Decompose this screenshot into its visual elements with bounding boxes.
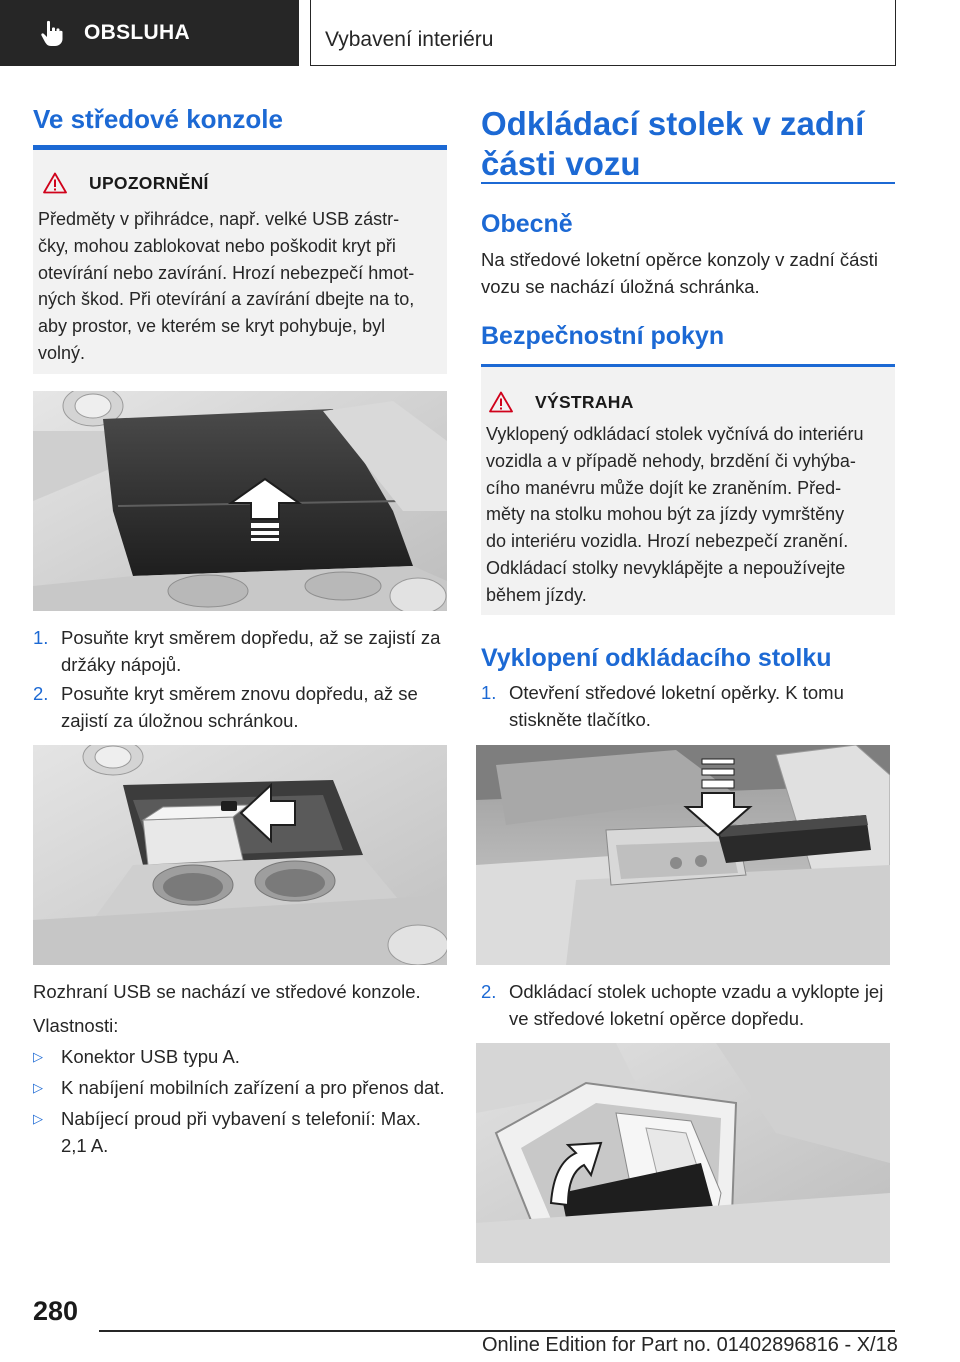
step-line: Posuňte kryt směrem znovu dopředu, až se <box>61 683 418 704</box>
warning-line: do interiéru vozidla. Hrozí nebezpečí zranění. <box>486 531 849 552</box>
bullet-triangle-icon: ▷ <box>33 1049 43 1064</box>
section-label: Vybavení interiéru <box>325 28 494 51</box>
step-line: ve středové loketní opěrce dopředu. <box>509 1008 805 1029</box>
text-line: Na středové loketní opěrce konzoly v zadní části <box>481 249 878 270</box>
safety-heading: Bezpečnostní pokyn <box>481 322 725 350</box>
edition-text: Online Edition for Part no. 01402896816 - X/18 <box>482 1334 898 1356</box>
warning-line: Odkládací stolky nevyklápějte a nepoužívejte <box>486 557 846 578</box>
features-label: Vlastnosti: <box>33 1015 119 1036</box>
caution-title-text: UPOZORNĚNÍ <box>89 172 209 193</box>
caution-line: Předměty v přihrádce, např. velké USB zástr‐ <box>38 209 400 229</box>
hand-pointer-icon <box>38 19 66 47</box>
warning-triangle-icon <box>43 172 67 194</box>
step-line: Otevření středové loketní opěrky. K tomu <box>509 682 844 703</box>
step-number: 1. <box>33 627 49 648</box>
caution-line: ných škod. Při otevírání a zavírání dbejte na to, <box>38 289 415 310</box>
usb-location-text: Rozhraní USB se nachází ve středové konzole. <box>33 981 421 1002</box>
right-step-2 <box>481 978 895 1032</box>
page-number: 280 <box>33 1296 79 1326</box>
feature-bullet-1 <box>33 1043 447 1070</box>
caution-box <box>33 150 447 374</box>
caution-line: volný. <box>38 342 86 363</box>
footer-rule <box>99 1330 895 1332</box>
heading-line: části vozu <box>481 145 641 182</box>
warning-box <box>481 367 895 615</box>
general-text <box>481 246 895 300</box>
warning-line: cího manévru může dojít ke zraněním. Před‐ <box>486 477 842 498</box>
heading-rule <box>481 182 895 184</box>
bullet-line: Konektor USB typu A. <box>61 1046 240 1067</box>
left-heading: Ve středové konzole <box>33 104 283 134</box>
bullet-line: 2,1 A. <box>61 1135 109 1156</box>
feature-bullet-3 <box>33 1105 447 1159</box>
chapter-label: OBSLUHA <box>84 21 190 44</box>
heading-line: Odkládací stolek v zadní <box>481 105 865 142</box>
feature-bullet-2 <box>33 1074 447 1101</box>
caution-title <box>43 172 209 194</box>
step-line: Posuňte kryt směrem dopředu, až se zajistí za <box>61 627 441 648</box>
bullet-line: K nabíjení mobilních zařízení a pro přenos dat. <box>61 1077 445 1098</box>
warning-title-text: VÝSTRAHA <box>535 391 634 412</box>
right-step-1 <box>481 679 895 733</box>
step-line: zajistí za úložnou schránkou. <box>61 710 299 731</box>
step-number: 1. <box>481 682 497 703</box>
left-step-2 <box>33 680 447 734</box>
bullet-triangle-icon: ▷ <box>33 1080 43 1095</box>
header-tab <box>0 0 299 66</box>
warning-title <box>489 391 634 413</box>
warning-body <box>486 421 891 609</box>
step-number: 2. <box>481 981 497 1002</box>
caution-body <box>38 206 443 367</box>
step-line: Odkládací stolek uchopte vzadu a vyklopte jej <box>509 981 884 1002</box>
warning-line: během jízdy. <box>486 584 587 605</box>
step-line: držáky nápojů. <box>61 654 182 675</box>
bullet-line: Nabíjecí proud při vybavení s telefonií: Max. <box>61 1108 421 1129</box>
warning-line: měty na stolku mohou být za jízdy vymrštěny <box>486 504 845 525</box>
left-step-1 <box>33 624 447 678</box>
warning-triangle-icon <box>489 391 513 413</box>
caution-line: čky, mohou zablokovat nebo poškodit kryt při <box>38 235 396 256</box>
step-line: stiskněte tlačítko. <box>509 709 651 730</box>
bullet-triangle-icon: ▷ <box>33 1111 43 1126</box>
console-usb-image <box>33 745 447 965</box>
caution-line: otevírání nebo zavírání. Hrozí nebezpečí hmot‐ <box>38 262 415 283</box>
rear-armrest-image <box>476 745 890 965</box>
warning-line: vozidla a v případě nehody, brzdění či vyhýba‐ <box>486 450 856 471</box>
right-main-heading <box>481 104 895 184</box>
warning-line: Vyklopený odkládací stolek vyčnívá do interiéru <box>486 424 864 444</box>
fold-out-table-image <box>476 1043 890 1263</box>
step-number: 2. <box>33 683 49 704</box>
console-cover-image <box>33 391 447 611</box>
section-header <box>310 0 896 66</box>
text-line: vozu se nachází úložná schránka. <box>481 276 760 297</box>
general-heading: Obecně <box>481 210 573 238</box>
fold-out-heading: Vyklopení odkládacího stolku <box>481 644 832 672</box>
caution-line: aby prostor, ve kterém se kryt pohybuje, byl <box>38 316 386 337</box>
